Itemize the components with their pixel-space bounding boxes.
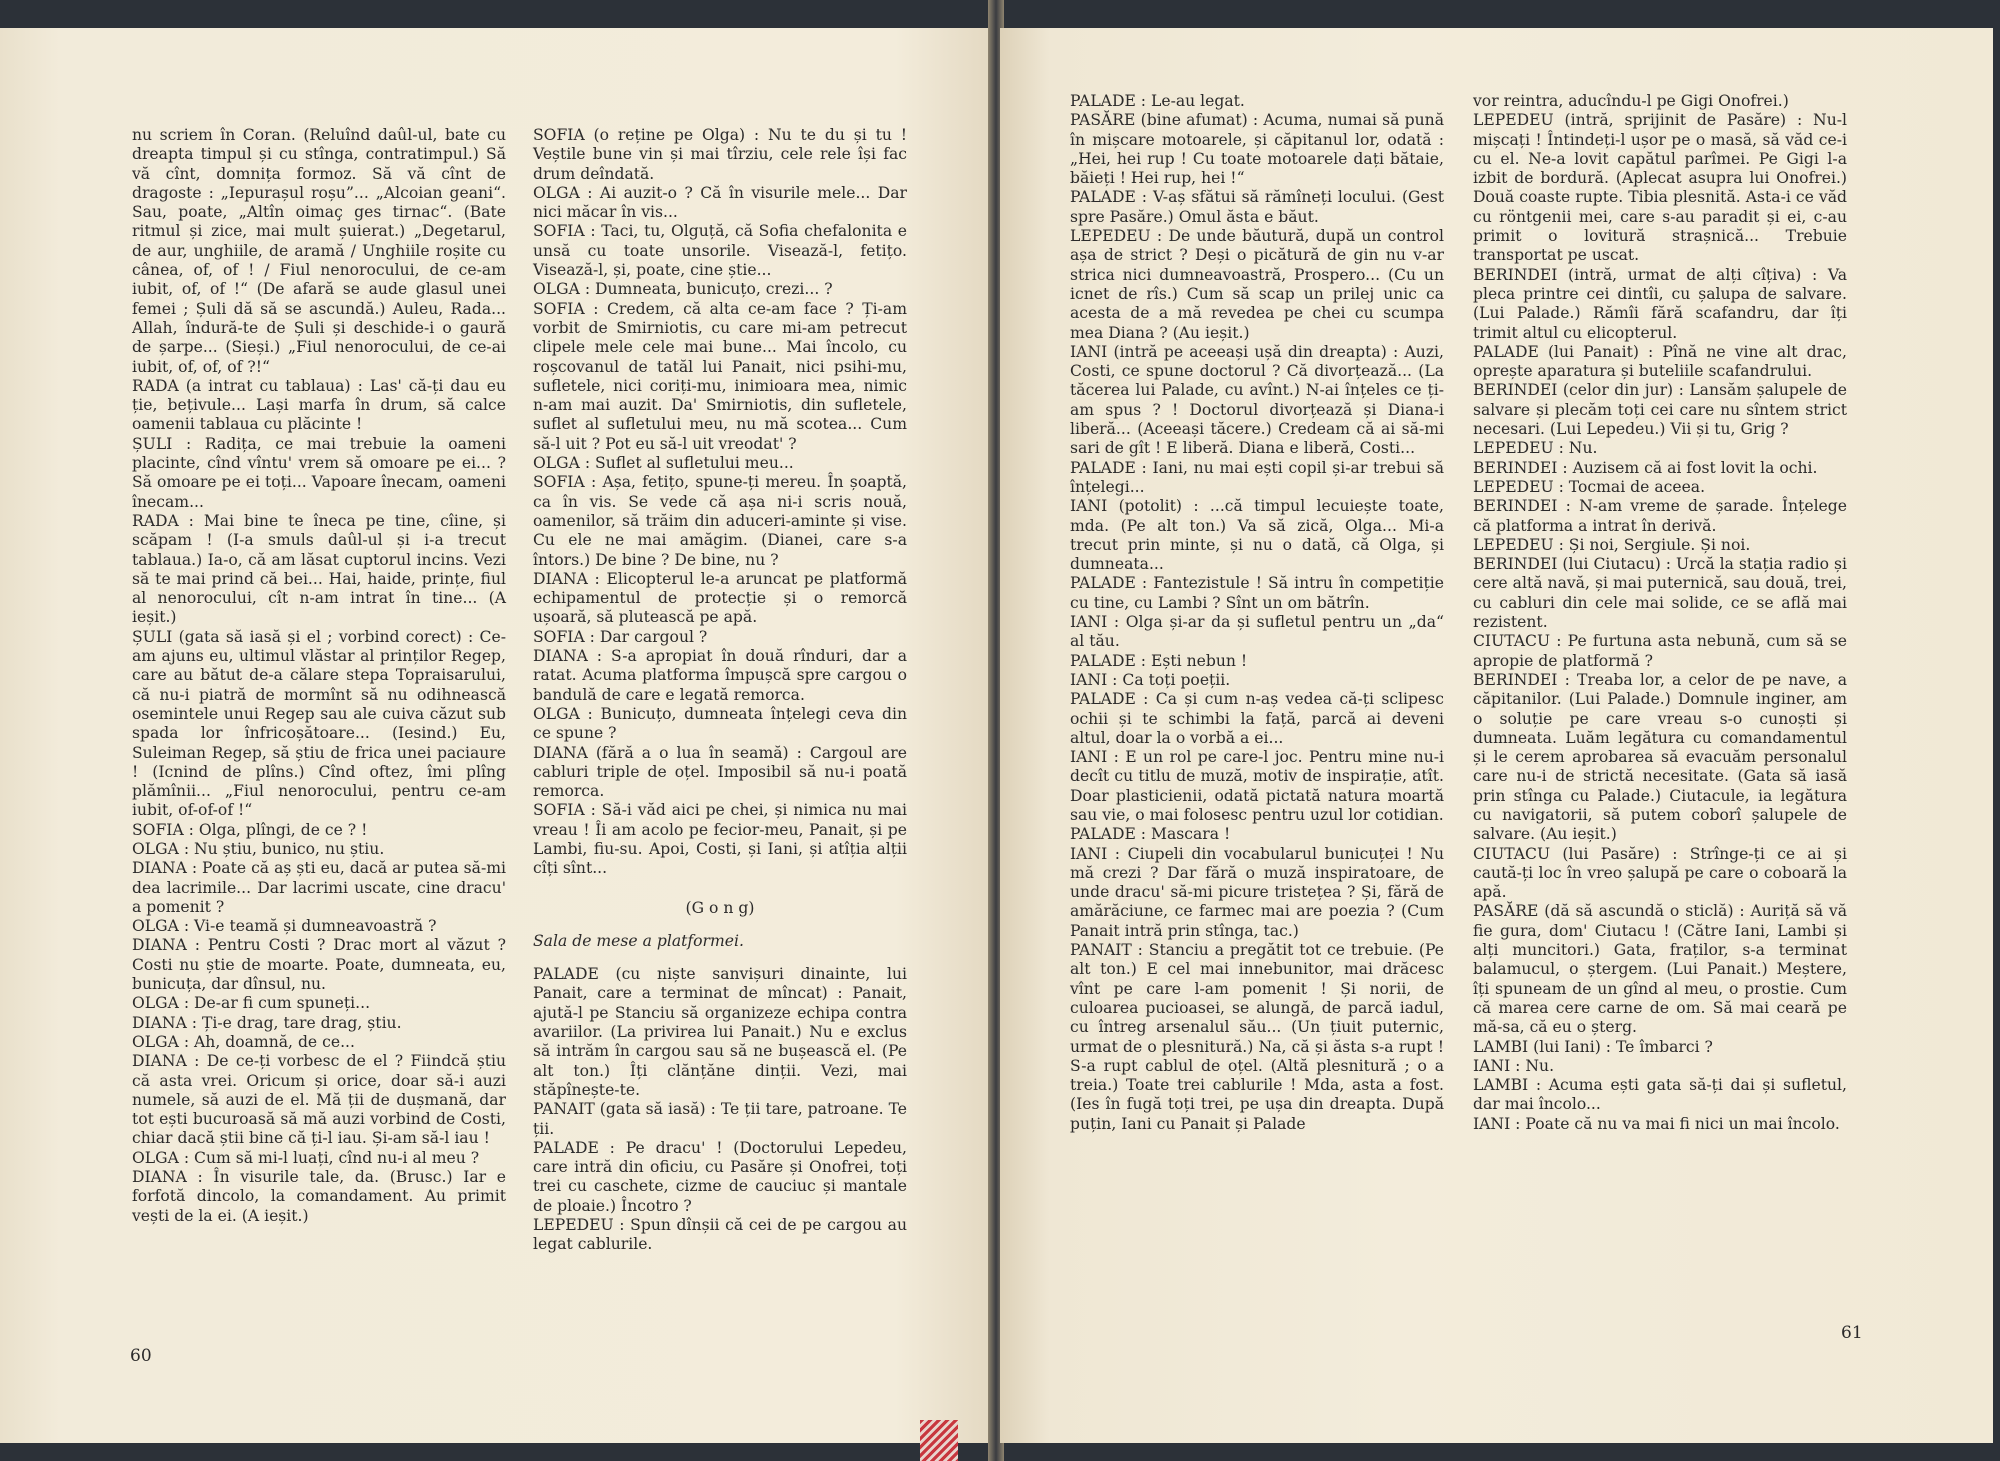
text-paragraph: LEPEDEU : Tocmai de aceea.: [1473, 477, 1706, 496]
text-paragraph: SOFIA (o reține pe Olga) : Nu te du și tu ! Veștile bune vin și mai tîrziu, cele rele își fac drum deîndată.: [533, 126, 907, 183]
text-paragraph: SOFIA : Să-i văd aici pe chei, și nimica nu mai vreau ! Îi am acolo pe fecior-meu, Panait, și pe Lambi, fiu-su. Apoi, Costi, și Iani, și atîția alții cîți sînt...: [533, 801, 907, 878]
text-paragraph: BERINDEI (lui Ciutacu) : Urcă la stația radio și cere altă navă, și mai puternică, sau două, trei, cu cabluri din cele mai solide, ce se află mai rezistent.: [1473, 555, 1847, 632]
text-paragraph: nu scriem în Coran. (Reluînd daûl-ul, bate cu dreapta timpul și cu stînga, contratimpul.) Să vă cînt, domnița formoz. Să vă cînt de dragoste : „Iepurașul roșu”... „Alcoian geani“. Sau, poate, „Altîn oimaç ges tirnac“. (Bate ritmul și zice, mai mult șuierat.) „Degetarul, de aur, unghiile, de aramă / Unghiile roșite cu cânea, of, of ! / Fiul nenorocului, de ce-am iubit, of, of !“ (De afară se aude glasul unei femei ; Șuli dă să se ascundă.) Auleu, Rada... Allah, îndură-te de Șuli și deschide-i o gaură de șarpe... (Sieși.) „Fiul nenorocului, de ce-ai iubit, of, of, of ?!“: [132, 126, 506, 376]
text-paragraph: CIUTACU (lui Pasăre) : Strînge-ți ce ai și caută-ți loc în vreo șalupă pe care o coboară la apă.: [1473, 844, 1847, 902]
text-paragraph: BERINDEI : Auzisem că ai fost lovit la ochi.: [1473, 458, 1818, 477]
text-paragraph: IANI : Poate că nu va mai fi nici un mai încolo.: [1473, 1114, 1840, 1133]
text-paragraph: RADA (a intrat cu tablaua) : Las' că-ți dau eu ție, bețivule... Lași marfa în drum, să calce oamenii tablaua cu plăcinte !: [132, 376, 506, 434]
right-page: [1000, 28, 1993, 1443]
scene-heading: Sala de mese a platformei.: [533, 931, 744, 950]
text-paragraph: OLGA : Nu știu, bunico, nu știu.: [132, 839, 385, 858]
text-paragraph: LEPEDEU : De unde băutură, după un control așa de strict ? Deși o picătură de gin nu v-ar strica nici dumneavoastră, Prospero... (Cu un icnet de rîs.) Cum să scap un prilej unic ca acesta de a mă revedea pe chei cu scumpa mea Diana ? (Au ieșit.): [1070, 227, 1444, 342]
text-paragraph: PASĂRE (dă să ascundă o sticlă) : Auriță să vă fie gura, dom' Ciutacu ! (Către Iani, Lambi și alți muncitori.) Gata, fraților, s-a terminat balamucul, o ștergem. (Lui Panait.) Meștere, îți spuneam de un gînd al meu, o prostie. Cum că marea cere carne de om. Să mai ceară pe mă-sa, că eu o șterg.: [1473, 902, 1847, 1037]
text-paragraph: IANI : Olga și-ar da și sufletul pentru un „da“ al tău.: [1070, 613, 1444, 651]
text-paragraph: SOFIA : Așa, fetițo, spune-ți mereu. În șoaptă, ca în vis. Se vede că așa ni-i scris nouă, oamenilor, să trăim din aduceri-aminte și vise. Cu ele ne mai amăgim. (Dianei, care s-a întors.) De bine ? De bine, nu ?: [533, 473, 907, 569]
left-column-2-dialogue-continued: [533, 965, 907, 1254]
text-paragraph: OLGA : Bunicuțo, dumneata înțelegi ceva din ce spune ?: [533, 704, 907, 743]
text-paragraph: IANI : Nu.: [1473, 1056, 1555, 1075]
text-paragraph: DIANA : S-a apropiat în două rînduri, dar a ratat. Acuma platforma împușcă spre cargou o bandulă de care e legată remorca.: [533, 647, 907, 704]
text-paragraph: PALADE : V-aș sfătui să rămîneți locului. (Gest spre Pasăre.) Omul ăsta e băut.: [1070, 188, 1444, 226]
text-paragraph: BERINDEI (intră, urmat de alți cîțiva) : Va pleca printre cei dintîi, cu șalupa de salvare. (Lui Palade.) Rămîi fără scafandru, dar îți trimit altul cu elicopterul.: [1473, 265, 1847, 342]
text-paragraph: PALADE : Pe dracu' ! (Doctorului Lepedeu, care intră din oficiu, cu Pasăre și Onofrei, toți trei cu caschete, cizme de cauciuc și mantale de ploaie.) Încotro ?: [533, 1138, 907, 1215]
text-paragraph: RADA : Mai bine te îneca pe tine, cîine, și scăpam ! (I-a smuls daûl-ul și i-a trecut tablaua.) Ia-o, că am lăsat cuptorul incins. Vezi să te mai prind că bei... Hai, haide, prințe, fiul al nenorocului, cît n-am intrat în tine... (A ieșit.): [132, 511, 506, 627]
text-paragraph: IANI : E un rol pe care-l joc. Pentru mine nu-i decît cu titlu de muză, motiv de inspirație, atît. Doar plasticienii, odată pictată natura moartă sau vie, o mai folosesc pentru uzul lor cotidian.: [1070, 748, 1444, 824]
text-paragraph: SOFIA : Credem, că alta ce-am face ? Ți-am vorbit de Smirniotis, cu care mi-am petrecut clipele mele cele mai bune... Mai încolo, cu roșcovanul de tatăl lui Panait, nici psihi-mu, sufletele, nici coriți-mu, inimioara mea, nimic n-am mai auzit. Da' Smirniotis, din sufletele, suflet al sufletului meu, nu mă scotea... Cum să-l uit ? Pot eu să-l uit vreodat' ?: [533, 299, 907, 453]
text-paragraph: SOFIA : Taci, tu, Olguță, că Sofia chefalonita e unsă cu toate unsorile. Visează-l, fetițo. Visează-l, și, poate, cine știe...: [533, 222, 907, 280]
stage-cue-gong: (G o n g): [685, 898, 755, 917]
text-paragraph: PALADE (lui Panait) : Pînă ne vine alt drac, oprește aparatura și buteliile scafandrului.: [1473, 342, 1847, 381]
text-paragraph: DIANA (fără a o lua în seamă) : Cargoul are cabluri triple de oțel. Imposibil să nu-i poată remorca.: [533, 743, 907, 801]
text-paragraph: DIANA : Pentru Costi ? Drac mort al văzut ? Costi nu știe de moarte. Poate, dumneata, eu, bunicuța, dar dînsul, nu.: [132, 936, 506, 994]
text-paragraph: OLGA : Ah, doamnă, de ce...: [132, 1032, 355, 1051]
right-page-column-1: [1070, 92, 1444, 1134]
text-paragraph: PANAIT : Stanciu a pregătit tot ce trebuie. (Pe alt ton.) E cel mai innebunitor, mai drăcesc vînt pe care l-am pomenit ! Și norii, de culoarea pucioasei, se alungă, de parcă iadul, cu întreg arsenalul său... (Un țiuit puternic, urmat de o plesnitură.) Na, că și ăsta s-a rupt ! S-a rupt cablul de oțel. (Altă plesnitură ; o a treia.) Toate trei cablurile ! Mda, asta a fost. (Ies în fugă toți trei, pe ușa din dreapta. După puțin, Iani cu Panait și Palade: [1070, 941, 1444, 1133]
text-paragraph: DIANA : Ți-e drag, tare drag, știu.: [132, 1013, 402, 1032]
text-paragraph: ȘULI : Radița, ce mai trebuie la oameni placinte, cînd vîntu' vrem să omoare pe ei... ? Să omoare pe ei toți... Vapoare înecam, oameni înecam...: [132, 434, 506, 511]
text-paragraph: LAMBI (lui Iani) : Te îmbarci ?: [1473, 1037, 1713, 1056]
page-number-right: 61: [1841, 1323, 1863, 1343]
text-paragraph: ȘULI (gata să iasă și el ; vorbind corect) : Ce-am ajuns eu, ultimul vlăstar al prinților Regep, care au bătut de-a călare stepa Topraisarului, că nu-i piatră de mormînt să nu odihnească osemintele unui Regep sau ale cuiva căzut sub spada lor înfricoșătoare... (Iesind.) Eu, Suleiman Regep, să știu de frica unei paciaure ! (Icnind de plîns.) Cînd oftez, îmi plîng plămînii... „Fiul nenorocului, pentru ce-am iubit, of-of-of !“: [132, 627, 506, 820]
text-paragraph: PASĂRE (bine afumat) : Acuma, numai să pună în mișcare motoarele, și căpitanul lor, odată : „Hei, hei rup ! Cu toate motoarele dați bătaie, băieți ! Hei rup, hei !“: [1070, 111, 1444, 188]
text-paragraph: DIANA : În visurile tale, da. (Brusc.) Iar e forfotă dincolo, la comandament. Au primit vești de la ei. (A ieșit.): [132, 1168, 506, 1225]
text-paragraph: IANI : Ciupeli din vocabularul bunicuței ! Nu mă crezi ? Dar fără o muză inspiratoare, de unde dracu' să-mi picure tristețea ? Și, fără de amărăciune, ce farmec mai are poezia ? (Cum Panait intră prin stînga, tac.): [1070, 844, 1444, 940]
text-paragraph: PALADE : Ca și cum n-aș vedea că-ți sclipesc ochii și te schimbi la față, parcă ai deveni altul, doar la o vorbă a ei...: [1070, 690, 1444, 747]
text-paragraph: CIUTACU : Pe furtuna asta nebună, cum să se apropie de platformă ?: [1473, 632, 1847, 670]
text-paragraph: IANI (potolit) : ...că timpul lecuiește toate, mda. (Pe alt ton.) Va să zică, Olga... Mi-a trecut prin minte, și nu o dată, că Olga, și dumneata...: [1070, 497, 1444, 574]
text-paragraph: OLGA : Vi-e teamă și dumneavoastră ?: [132, 917, 437, 936]
text-paragraph: PANAIT (gata să iasă) : Te ții tare, patroane. Te ții.: [533, 1100, 907, 1138]
text-paragraph: PALADE (cu niște sanvișuri dinainte, lui Panait, care a terminat de mîncat) : Panait, ajută-l pe Stanciu să organizeze echipa contra avariilor. (La privirea lui Panait.) Nu e exclus să intrăm în cargou sau să ne bușească el. (Pe alt ton.) Îți clănțăne dinții. Vezi, mai stăpînește-te.: [533, 965, 907, 1099]
text-paragraph: LAMBI : Acuma ești gata să-ți dai și sufletul, dar mai încolo...: [1473, 1076, 1847, 1114]
text-paragraph: PALADE : Le-au legat.: [1070, 92, 1245, 110]
text-paragraph: SOFIA : Olga, plîngi, de ce ? !: [132, 820, 368, 839]
text-paragraph: BERINDEI : N-am vreme de șarade. Înțelege că platforma a intrat în derivă.: [1473, 497, 1847, 535]
page-number-left: 60: [130, 1346, 152, 1366]
text-paragraph: OLGA : Dumneata, bunicuțo, crezi... ?: [533, 280, 833, 299]
bookmark-ribbon: [920, 1420, 958, 1461]
text-paragraph: LEPEDEU (intră, sprijinit de Pasăre) : Nu-l mișcați ! Întindeți-l ușor pe o masă, să văd ce-i cu el. Ne-a lovit capătul parîmei. Pe Gigi l-a izbit de bordură. (Aplecat asupra lui Onofrei.) Două coaste rupte. Tibia plesnită. Asta-i ce văd cu röntgenii mei, care s-au paradit și ei, c-au primit o lovitură strașnică... Trebuie transportat pe uscat.: [1473, 111, 1847, 265]
right-page-column-2: [1473, 92, 1847, 1134]
text-paragraph: LEPEDEU : Nu.: [1473, 439, 1598, 458]
text-paragraph: SOFIA : Dar cargoul ?: [533, 627, 708, 646]
text-paragraph: OLGA : Cum să mi-l luați, cînd nu-i al meu ?: [132, 1148, 480, 1167]
left-page-column-2: [533, 126, 907, 1255]
text-paragraph: DIANA : Poate că aș ști eu, dacă ar putea să-mi dea lacrimile... Dar lacrimi uscate, cine dracu' a pomenit ?: [132, 859, 506, 916]
text-paragraph: BERINDEI : Treaba lor, a celor de pe nave, a căpitanilor. (Lui Palade.) Domnule inginer, am o soluție pe care vreau s-o cunoști și dumneata. Luăm legătura cu comandamentul și le cerem aprobarea să evacuăm personalul care nu-i de strictă necesitate. (Gata să iasă prin stînga cu Palade.) Ciutacule, ia legătura cu navigatorii, să putem coborî șalupele de salvare. (Au ieșit.): [1473, 670, 1847, 844]
text-paragraph: PALADE : Ești nebun !: [1070, 651, 1248, 670]
text-paragraph: DIANA : De ce-ți vorbesc de el ? Fiindcă știu că asta vrei. Oricum și oricе, doar să-i auzi numele, să auzi de el. Mă ții de dușmană, dar tot ești bucuroasă să mă auzi vorbind de Costi, chiar dacă știi bine că ți-l iau. Și-am să-l iau !: [132, 1052, 506, 1148]
text-paragraph: IANI (intră pe aceeași ușă din dreapta) : Auzi, Costi, ce spune doctorul ? Că divorțează... (La tăcerea lui Palade, cu avînt.) N-ai înțeles ce ți-am spus ? ! Doctorul divorțează și Diana-i liberă... (Aceeași tăcere.) Credeam că ai să-mi sari de gît ! E liberă. Diana e liberă, Costi...: [1070, 342, 1444, 458]
text-paragraph: OLGA : De-ar fi cum spuneți...: [132, 994, 371, 1013]
text-paragraph: vor reintra, aducîndu-l pe Gigi Onofrei.): [1473, 92, 1789, 110]
text-paragraph: OLGA : Ai auzit-o ? Că în visurile mele... Dar nici măcar în vis...: [533, 183, 907, 222]
left-page: [0, 28, 995, 1443]
text-paragraph: PALADE : Iani, nu mai ești copil și-ar trebui să înțelegi...: [1070, 458, 1444, 496]
text-paragraph: LEPEDEU : Spun dînșii că cei de pe cargou au legat cablurile.: [533, 1216, 907, 1254]
left-column-2-dialogue: [533, 126, 907, 879]
text-paragraph: IANI : Ca toți poeții.: [1070, 670, 1231, 689]
text-paragraph: LEPEDEU : Și noi, Sergiule. Și noi.: [1473, 535, 1751, 554]
left-page-column-1: [132, 126, 506, 1226]
text-paragraph: OLGA : Suflet al sufletului meu...: [533, 454, 794, 473]
text-paragraph: PALADE : Mascara !: [1070, 825, 1231, 844]
text-paragraph: PALADE : Fantezistule ! Să intru în competiție cu tine, cu Lambi ? Sînt un om bătrîn.: [1070, 574, 1444, 612]
text-paragraph: DIANA : Elicopterul le-a aruncat pe platformă echipamentul de protecție și o remorcă ușoară, să plutească pe apă.: [533, 569, 907, 627]
text-paragraph: BERINDEI (celor din jur) : Lansăm șalupele de salvare și plecăm toți cei care nu sîntem strict necesari. (Lui Lepedeu.) Vii și tu, Grig ?: [1473, 381, 1847, 439]
